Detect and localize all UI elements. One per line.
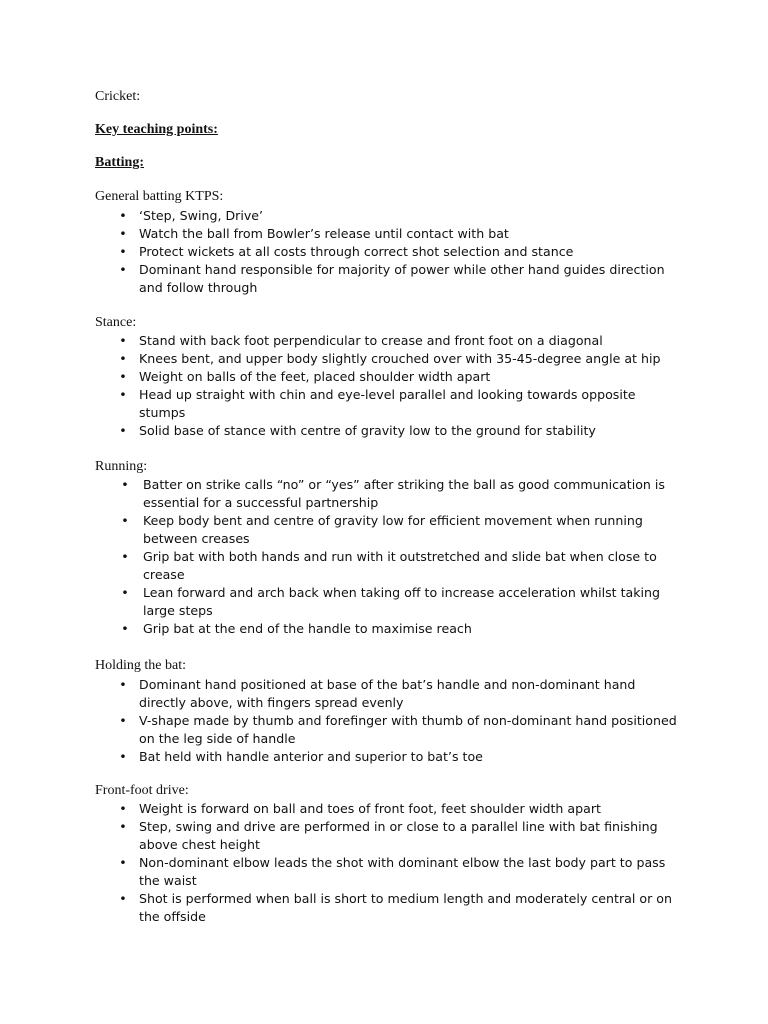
bullet-icon: •	[119, 244, 127, 259]
bullet-list	[95, 676, 685, 766]
list-item: • Stand with back foot perpendicular to crease and front foot on a diagonal	[119, 333, 603, 348]
list-item: • ‘Step, Swing, Drive’	[119, 208, 264, 223]
bullet-icon: •	[119, 387, 127, 402]
section-label: Running:	[95, 459, 148, 474]
list-item: • Watch the ball from Bowler’s release until contact with bat	[119, 226, 509, 241]
bullet-icon: •	[119, 423, 127, 438]
bullet-icon: •	[121, 621, 129, 636]
bullet-icon: •	[119, 819, 127, 834]
list-item: • Keep body bent and centre of gravity low for efficient movement when running between creases	[121, 513, 643, 546]
list-item: • Shot is performed when ball is short to medium length and moderately central or on the offside	[119, 891, 672, 924]
bullet-icon: •	[119, 749, 127, 764]
doc-heading: Key teaching points:	[95, 122, 218, 137]
list-item: • Dominant hand positioned at base of the bat’s handle and non-dominant hand directly above, with fingers spread evenly	[119, 677, 636, 710]
bullet-icon: •	[121, 477, 129, 492]
list-item: • Knees bent, and upper body slightly crouched over with 35-45-degree angle at hip	[119, 351, 661, 366]
bullet-icon: •	[121, 513, 129, 528]
list-item: • Batter on strike calls “no” or “yes” after striking the ball as good communication is essential for a successful partnership	[121, 477, 665, 510]
bullet-icon: •	[119, 351, 127, 366]
list-item: • Solid base of stance with centre of gravity low to the ground for stability	[119, 423, 596, 438]
bullet-icon: •	[119, 262, 127, 277]
bullet-icon: •	[119, 333, 127, 348]
list-item: • Weight is forward on ball and toes of front foot, feet shoulder width apart	[119, 801, 601, 816]
list-item: • Bat held with handle anterior and superior to bat’s toe	[119, 749, 483, 764]
list-item: • Dominant hand responsible for majority of power while other hand guides direction and follow through	[119, 262, 665, 295]
list-item: • Step, swing and drive are performed in or close to a parallel line with bat finishing above chest height	[119, 819, 658, 852]
bullet-icon: •	[119, 801, 127, 816]
list-item: • Lean forward and arch back when taking off to increase acceleration whilst taking large steps	[121, 585, 661, 618]
list-item: • Head up straight with chin and eye-level parallel and looking towards opposite stumps	[119, 387, 636, 420]
bullet-icon: •	[119, 891, 127, 906]
list-item: • Non-dominant elbow leads the shot with dominant elbow the last body part to pass the waist	[119, 855, 666, 888]
list-item: • Weight on balls of the feet, placed shoulder width apart	[119, 369, 491, 384]
bullet-icon: •	[119, 208, 127, 223]
doc-title: Cricket:	[95, 89, 141, 104]
bullet-icon: •	[119, 226, 127, 241]
list-item: • Grip bat with both hands and run with it outstretched and slide bat when close to crease	[121, 549, 657, 582]
list-item: • V-shape made by thumb and forefinger with thumb of non-dominant hand positioned on the leg side of handle	[119, 713, 677, 746]
bullet-icon: •	[119, 713, 127, 728]
section-label: Stance:	[95, 315, 137, 330]
doc-subheading: Batting:	[95, 155, 144, 170]
bullet-list	[95, 207, 685, 297]
bullet-list	[95, 332, 685, 440]
bullet-icon: •	[121, 549, 129, 564]
bullet-list	[95, 476, 685, 638]
bullet-icon: •	[119, 677, 127, 692]
bullet-icon: •	[121, 585, 129, 600]
section-label: General batting KTPS:	[95, 189, 224, 204]
list-item: • Grip bat at the end of the handle to maximise reach	[121, 621, 472, 636]
bullet-icon: •	[119, 855, 127, 870]
section-label: Holding the bat:	[95, 658, 186, 673]
bullet-list	[95, 800, 685, 926]
bullet-icon: •	[119, 369, 127, 384]
list-item: • Protect wickets at all costs through correct shot selection and stance	[119, 244, 574, 259]
section-label: Front-foot drive:	[95, 783, 189, 798]
